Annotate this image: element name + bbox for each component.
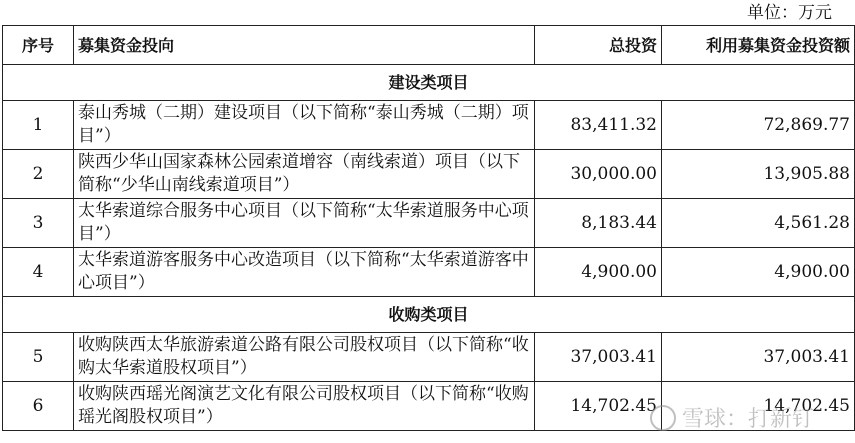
row-total: 37,003.41 (535, 333, 662, 382)
table-row (3, 101, 855, 150)
watermark-text: 雪球：打新钉 (681, 407, 814, 432)
section-title: 收购类项目 (3, 297, 855, 333)
row-direction: 陕西少华山国家森林公园索道增容（南线索道）项目（以下简称“少华山南线索道项目”） (74, 150, 535, 199)
row-total: 8,183.44 (535, 199, 662, 248)
section-row-acquisition (3, 297, 855, 333)
table-row (3, 248, 855, 297)
fund-allocation-table (2, 25, 855, 431)
row-direction: 泰山秀城（二期）建设项目（以下简称“泰山秀城（二期）项目”） (74, 101, 535, 150)
table-row (3, 333, 855, 382)
table-header-row (3, 26, 855, 65)
row-direction: 收购陕西太华旅游索道公路有限公司股权项目（以下简称“收购太华索道股权项目”） (74, 333, 535, 382)
row-used: 4,561.28 (662, 199, 855, 248)
row-total: 4,900.00 (535, 248, 662, 297)
row-used: 14,702.45 (662, 382, 855, 431)
row-used: 13,905.88 (662, 150, 855, 199)
row-used: 4,900.00 (662, 248, 855, 297)
header-no: 序号 (3, 26, 74, 65)
row-used: 72,869.77 (662, 101, 855, 150)
header-direction: 募集资金投向 (74, 26, 535, 65)
row-no: 5 (3, 333, 74, 382)
row-total: 14,702.45 (535, 382, 662, 431)
row-no: 6 (3, 382, 74, 431)
watermark (650, 402, 814, 433)
row-total: 83,411.32 (535, 101, 662, 150)
table-row (3, 199, 855, 248)
header-used: 利用募集资金投资额 (662, 26, 855, 65)
row-direction: 收购陕西瑶光阁演艺文化有限公司股权项目（以下简称“收购瑶光阁股权项目”） (74, 382, 535, 431)
snowball-logo-icon (650, 405, 676, 431)
unit-label: 单位：万元 (747, 3, 832, 23)
row-used: 37,003.41 (662, 333, 855, 382)
row-total: 30,000.00 (535, 150, 662, 199)
row-no: 2 (3, 150, 74, 199)
row-no: 4 (3, 248, 74, 297)
row-direction: 太华索道综合服务中心项目（以下简称“太华索道服务中心项目”） (74, 199, 535, 248)
section-title: 建设类项目 (3, 65, 855, 101)
header-total: 总投资 (535, 26, 662, 65)
row-no: 3 (3, 199, 74, 248)
section-row-construction (3, 65, 855, 101)
row-no: 1 (3, 101, 74, 150)
row-direction: 太华索道游客服务中心改造项目（以下简称“太华索道游客中心项目”） (74, 248, 535, 297)
table-row (3, 150, 855, 199)
